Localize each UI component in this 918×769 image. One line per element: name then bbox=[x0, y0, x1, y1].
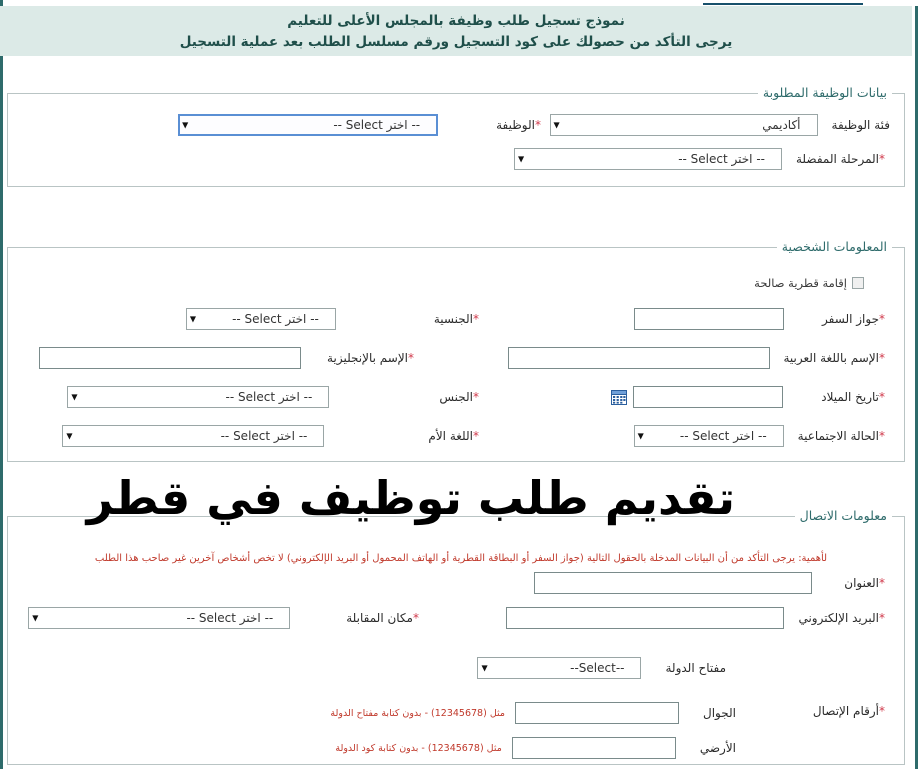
row-job-stage bbox=[514, 148, 890, 170]
label-name-arabic: الإسم باللغة العربية bbox=[783, 351, 879, 365]
chevron-down-icon: ▼ bbox=[518, 154, 525, 164]
required-marker-gender: * bbox=[473, 390, 479, 404]
input-name-english[interactable] bbox=[39, 347, 301, 369]
hint-landline: مثل (12345678) - بدون كتابة كود الدولة bbox=[335, 742, 502, 754]
required-marker-phones: * bbox=[879, 704, 885, 718]
label-marital-status: الحالة الاجتماعية bbox=[797, 429, 879, 443]
chevron-down-icon: ▼ bbox=[189, 314, 197, 324]
row-birthdate bbox=[611, 386, 890, 408]
section-personal-info bbox=[7, 239, 905, 462]
row-job-position bbox=[178, 114, 546, 136]
important-notice: لأهمية: يرجى التأكد من أن البيانات المدخلة بالحقول التالية (جواز السفر أو البطاقة القطرية أو الهاتف المحمول أو البريد الإلكتروني) لا تخص أشخاص آخرين غير صاحب هذا الطلب bbox=[94, 553, 828, 564]
required-marker-address: * bbox=[879, 576, 885, 590]
label-job-position: الوظيفة bbox=[496, 118, 535, 132]
required-marker-name-en: * bbox=[408, 351, 414, 365]
label-address: العنوان bbox=[844, 576, 879, 590]
section-job-data bbox=[7, 85, 905, 187]
required-marker-position: * bbox=[535, 118, 541, 132]
row-marital-status bbox=[634, 425, 890, 447]
row-name-arabic bbox=[508, 347, 891, 369]
row-qatari-residency[interactable] bbox=[754, 276, 864, 290]
label-name-english: الإسم بالإنجليزية bbox=[327, 351, 408, 365]
input-birthdate[interactable] bbox=[633, 386, 783, 408]
label-landline: الأرضي bbox=[699, 741, 736, 755]
chevron-down-icon: ▼ bbox=[32, 613, 39, 623]
select-marital-status-wrap[interactable] bbox=[634, 425, 784, 447]
select-job-category-wrap[interactable] bbox=[550, 114, 818, 136]
select-mother-tongue-wrap[interactable] bbox=[62, 425, 324, 447]
banner-title-line1: نموذج تسجيل طلب وظيفة بالمجلس الأعلى للتعليم bbox=[287, 13, 625, 29]
row-country-code bbox=[477, 657, 726, 679]
hint-mobile: مثل (12345678) - بدون كتابة مفتاح الدولة bbox=[330, 707, 505, 719]
label-phones: أرقام الإتصال bbox=[812, 704, 879, 718]
select-job-stage[interactable]: -- اختر Select -- bbox=[514, 148, 782, 170]
row-gender bbox=[67, 386, 484, 408]
required-marker-birthdate: * bbox=[879, 390, 885, 404]
row-mobile bbox=[330, 702, 736, 724]
row-mother-tongue bbox=[62, 425, 484, 447]
input-landline[interactable] bbox=[512, 737, 676, 759]
banner-title-line2: يرجى التأكد من حصولك على كود التسجيل ورقم مسلسل الطلب بعد عملية التسجيل bbox=[179, 34, 733, 50]
row-interview-place bbox=[28, 607, 424, 629]
select-nationality-wrap[interactable] bbox=[186, 308, 336, 330]
input-address[interactable] bbox=[534, 572, 812, 594]
required-marker-name-ar: * bbox=[879, 351, 885, 365]
required-marker-stage: * bbox=[879, 152, 885, 166]
row-address bbox=[534, 572, 890, 594]
select-interview-place-wrap[interactable] bbox=[28, 607, 290, 629]
select-job-stage-wrap[interactable] bbox=[514, 148, 782, 170]
label-job-stage: المرحلة المفضلة bbox=[796, 152, 879, 166]
row-name-english bbox=[39, 347, 419, 369]
clipped-top-widget[interactable] bbox=[703, 0, 863, 5]
select-nationality[interactable]: -- اختر Select -- bbox=[186, 308, 336, 330]
select-gender[interactable]: -- اختر Select -- bbox=[67, 386, 329, 408]
chevron-down-icon: ▼ bbox=[71, 392, 78, 402]
label-interview-place: مكان المقابلة bbox=[346, 611, 413, 625]
chevron-down-icon: ▼ bbox=[637, 431, 644, 441]
row-passport bbox=[634, 308, 890, 330]
calendar-icon[interactable] bbox=[611, 389, 627, 405]
row-email bbox=[506, 607, 890, 629]
overlay-headline: تقديم طلب توظيف في قطر bbox=[86, 471, 735, 525]
select-marital-status[interactable]: -- اختر Select -- bbox=[634, 425, 784, 447]
select-country-code[interactable]: --Select-- bbox=[477, 657, 641, 679]
select-job-position-wrap[interactable] bbox=[178, 114, 438, 136]
input-email[interactable] bbox=[506, 607, 784, 629]
row-nationality bbox=[186, 308, 484, 330]
required-marker-interview-place: * bbox=[413, 611, 419, 625]
label-mother-tongue: اللغة الأم bbox=[428, 429, 473, 443]
label-qatari-residency: إقامة قطرية صالحة bbox=[754, 276, 847, 290]
label-birthdate: تاريخ الميلاد bbox=[821, 390, 879, 404]
input-name-arabic[interactable] bbox=[508, 347, 770, 369]
chevron-down-icon: ▼ bbox=[182, 120, 189, 130]
select-country-code-wrap[interactable] bbox=[477, 657, 641, 679]
required-marker-mother-tongue: * bbox=[473, 429, 479, 443]
label-nationality: الجنسية bbox=[433, 312, 473, 326]
select-mother-tongue[interactable]: -- اختر Select -- bbox=[62, 425, 324, 447]
legend-job-data: بيانات الوظيفة المطلوبة bbox=[758, 85, 892, 100]
input-passport[interactable] bbox=[634, 308, 784, 330]
select-job-category[interactable]: أكاديمي bbox=[550, 114, 818, 136]
checkbox-qatari-residency[interactable] bbox=[852, 277, 864, 289]
required-marker-marital: * bbox=[879, 429, 885, 443]
select-job-position[interactable]: -- اختر Select -- bbox=[178, 114, 438, 136]
chevron-down-icon: ▼ bbox=[66, 431, 73, 441]
page-banner bbox=[0, 6, 912, 56]
chevron-down-icon: ▼ bbox=[553, 120, 560, 130]
label-mobile: الجوال bbox=[703, 706, 736, 720]
row-job-category bbox=[550, 114, 890, 136]
label-job-category: فئة الوظيفة bbox=[831, 118, 890, 132]
legend-contact-info: معلومات الاتصال bbox=[795, 508, 892, 523]
label-gender: الجنس bbox=[439, 390, 473, 404]
label-country-code: مفتاح الدولة bbox=[665, 661, 726, 675]
legend-personal-info: المعلومات الشخصية bbox=[777, 239, 892, 254]
label-passport: جواز السفر bbox=[822, 312, 879, 326]
chevron-down-icon: ▼ bbox=[481, 663, 488, 673]
input-mobile[interactable] bbox=[515, 702, 679, 724]
select-gender-wrap[interactable] bbox=[67, 386, 329, 408]
required-marker-email: * bbox=[879, 611, 885, 625]
select-interview-place[interactable]: -- اختر Select -- bbox=[28, 607, 290, 629]
required-marker-nationality: * bbox=[473, 312, 479, 326]
row-phones-label bbox=[807, 704, 890, 718]
required-marker-passport: * bbox=[879, 312, 885, 326]
label-email: البريد الإلكتروني bbox=[798, 611, 879, 625]
row-landline bbox=[335, 737, 736, 759]
